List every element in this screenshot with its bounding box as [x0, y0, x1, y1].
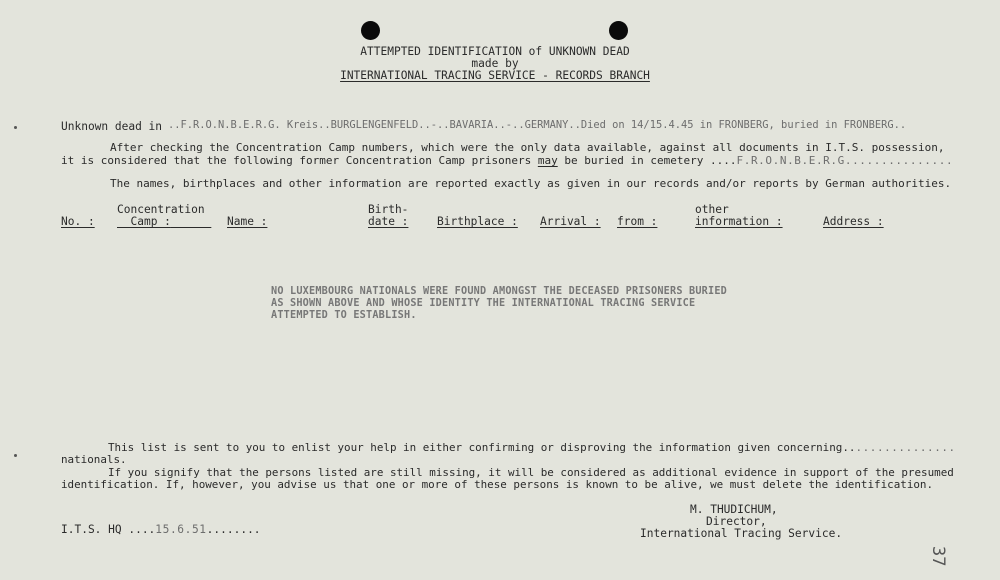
- column-header-address: Address :: [823, 215, 884, 228]
- signer-name: M. THUDICHUM,: [690, 503, 778, 516]
- column-header-from: from :: [617, 215, 658, 228]
- unknown-dead-details: ..F.R.O.N.B.E.R.G. Kreis..BURGLENGENFELD..-..BAVARIA..-..GERMANY..Died on 14/15.4.45 in FRONBERG, buried in FRONBERG..: [168, 119, 907, 131]
- page-number: 37: [928, 546, 948, 567]
- stamp-line-3: ATTEMPTED TO ESTABLISH.: [271, 310, 417, 321]
- signify-text-line-2: identification. If, however, you advise us that one or more of these persons is known to be alive, we must delete the identification.: [61, 478, 934, 491]
- may-underlined: may: [537, 154, 558, 167]
- column-header-camp-line1: Concentration: [117, 203, 205, 216]
- made-by-text: made by: [471, 57, 519, 70]
- nationality-fill: ..............: [855, 441, 956, 454]
- column-header-camp-line2: Camp :: [130, 215, 171, 228]
- paragraph-1-text: it is considered that the following former Concentration Camp prisoners: [61, 154, 532, 167]
- paragraph-2: The names, birthplaces and other information are reported exactly as given in our records and/or reports by German authorities.: [110, 177, 952, 190]
- signify-text-line-1: If you signify that the persons listed are still missing, it will be considered as additional evidence in support of the presumed: [108, 466, 954, 479]
- paragraph-1-line-1: After checking the Concentration Camp numbers, which were the only data available, against all documents in I.T.S. possession,: [110, 141, 945, 154]
- paragraph-1-text: be buried in cemetery ....: [564, 154, 737, 167]
- margin-dot: [14, 126, 17, 129]
- its-hq-dots: ........: [206, 523, 261, 536]
- column-header-arrival: Arrival :: [540, 215, 601, 228]
- paragraph-1-line-2: [61, 154, 953, 167]
- unknown-dead-label: Unknown dead in: [61, 120, 163, 133]
- signer-organization: International Tracing Service.: [640, 527, 843, 540]
- column-header-birthplace: Birthplace :: [437, 215, 518, 228]
- column-header-name: Name :: [227, 215, 268, 228]
- column-header-no: No. :: [61, 215, 95, 228]
- column-header-birthdate-line1: Birth-: [368, 203, 409, 216]
- stamp-line-2: AS SHOWN ABOVE AND WHOSE IDENTITY THE INTERNATIONAL TRACING SERVICE: [271, 298, 696, 309]
- punch-hole-right: [609, 21, 628, 40]
- cemetery-name: F.R.O.N.B.E.R.G...............: [736, 154, 954, 167]
- document-title: ATTEMPTED IDENTIFICATION of UNKNOWN DEAD: [360, 45, 630, 58]
- list-text-line-1: [108, 441, 956, 454]
- its-hq-line: [61, 523, 261, 536]
- signer-title: Director,: [706, 515, 767, 528]
- margin-dot: [14, 454, 17, 457]
- column-header-other-line1: other: [695, 203, 729, 216]
- its-hq-date: 15.6.51: [155, 523, 207, 536]
- punch-hole-left: [361, 21, 380, 40]
- organization-heading: INTERNATIONAL TRACING SERVICE - RECORDS BRANCH: [340, 69, 650, 82]
- column-header-birthdate-line2: date :: [368, 215, 409, 228]
- list-text-line-2: nationals.: [61, 453, 127, 466]
- column-header-other-line2: information :: [695, 215, 783, 228]
- list-text: This list is sent to you to enlist your help in either confirming or disproving the information given concerning..: [108, 441, 856, 454]
- stamp-line-1: NO LUXEMBOURG NATIONALS WERE FOUND AMONGST THE DECEASED PRISONERS BURIED: [271, 286, 728, 297]
- its-hq-label: I.T.S. HQ ....: [61, 523, 156, 536]
